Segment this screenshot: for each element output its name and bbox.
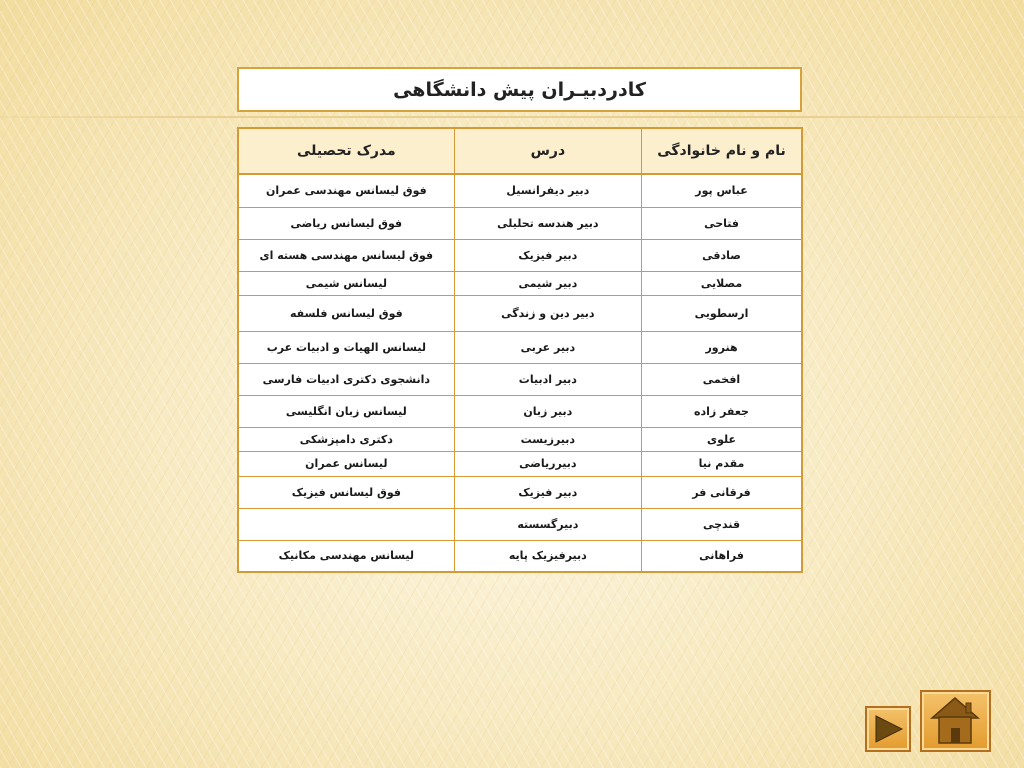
- cell-name: فتاحی: [642, 207, 802, 239]
- home-icon: [922, 692, 989, 750]
- header-course: درس: [454, 128, 641, 174]
- table-row: [238, 363, 802, 395]
- cell-name: صادقی: [642, 239, 802, 271]
- cell-degree: فوق لیسانس ریاضی: [238, 207, 454, 239]
- cell-name: علوی: [642, 427, 802, 451]
- cell-course: دبیر فیزیک: [454, 239, 641, 271]
- cell-course: دبیر عربی: [454, 331, 641, 363]
- cell-name: هنرور: [642, 331, 802, 363]
- home-button[interactable]: [920, 690, 991, 752]
- cell-degree: لیسانس زبان انگلیسی: [238, 395, 454, 427]
- cell-course: دبیر دین و زندگی: [454, 295, 641, 331]
- cell-degree: لیسانس عمران: [238, 451, 454, 476]
- cell-name: فرقانی فر: [642, 476, 802, 508]
- table-row: [238, 295, 802, 331]
- cell-degree: فوق لیسانس فیزیک: [238, 476, 454, 508]
- cell-degree: [238, 508, 454, 540]
- table-row: [238, 239, 802, 271]
- cell-degree: دانشجوی دکتری ادبیات فارسی: [238, 363, 454, 395]
- table-row: [238, 207, 802, 239]
- cell-course: دبیرفیزیک پایه: [454, 540, 641, 572]
- cell-course: دبیر ادبیات: [454, 363, 641, 395]
- cell-course: دبیر فیزیک: [454, 476, 641, 508]
- cell-name: جعفر زاده: [642, 395, 802, 427]
- staff-table: [237, 127, 803, 573]
- cell-name: فراهانی: [642, 540, 802, 572]
- table-row: [238, 540, 802, 572]
- cell-degree: فوق لیسانس مهندسی هسته ای: [238, 239, 454, 271]
- cell-course: دبیر زبان: [454, 395, 641, 427]
- cell-name: مقدم نیا: [642, 451, 802, 476]
- cell-course: دبیرریاضی: [454, 451, 641, 476]
- cell-degree: فوق لیسانس فلسفه: [238, 295, 454, 331]
- cell-degree: لیسانس الهیات و ادبیات عرب: [238, 331, 454, 363]
- table-row: [238, 331, 802, 363]
- table-row: [238, 427, 802, 451]
- next-slide-button[interactable]: [865, 706, 911, 752]
- cell-course: دبیر هندسه تحلیلی: [454, 207, 641, 239]
- page-title: کادردبیـران پیش دانشگاهی: [237, 67, 802, 112]
- table-row: [238, 395, 802, 427]
- play-arrow-icon: [867, 708, 909, 750]
- decorative-divider: [0, 116, 1024, 118]
- table-row: [238, 451, 802, 476]
- table-row: [238, 508, 802, 540]
- cell-course: دبیر دیفرانسیل: [454, 174, 641, 207]
- cell-name: ارسطویی: [642, 295, 802, 331]
- cell-name: عباس پور: [642, 174, 802, 207]
- header-degree: مدرک تحصیلی: [238, 128, 454, 174]
- table-row: [238, 476, 802, 508]
- cell-course: دبیر شیمی: [454, 271, 641, 295]
- cell-name: افخمی: [642, 363, 802, 395]
- cell-degree: فوق لیسانس مهندسی عمران: [238, 174, 454, 207]
- cell-name: قندچی: [642, 508, 802, 540]
- table-row: [238, 174, 802, 207]
- table-row: [238, 271, 802, 295]
- table-header-row: [238, 128, 802, 174]
- cell-course: دبیرگسسته: [454, 508, 641, 540]
- cell-name: مصلایی: [642, 271, 802, 295]
- cell-degree: لیسانس شیمی: [238, 271, 454, 295]
- cell-course: دبیرزیست: [454, 427, 641, 451]
- header-name: نام و نام خانوادگی: [642, 128, 802, 174]
- cell-degree: لیسانس مهندسی مکانیک: [238, 540, 454, 572]
- cell-degree: دکتری دامپزشکی: [238, 427, 454, 451]
